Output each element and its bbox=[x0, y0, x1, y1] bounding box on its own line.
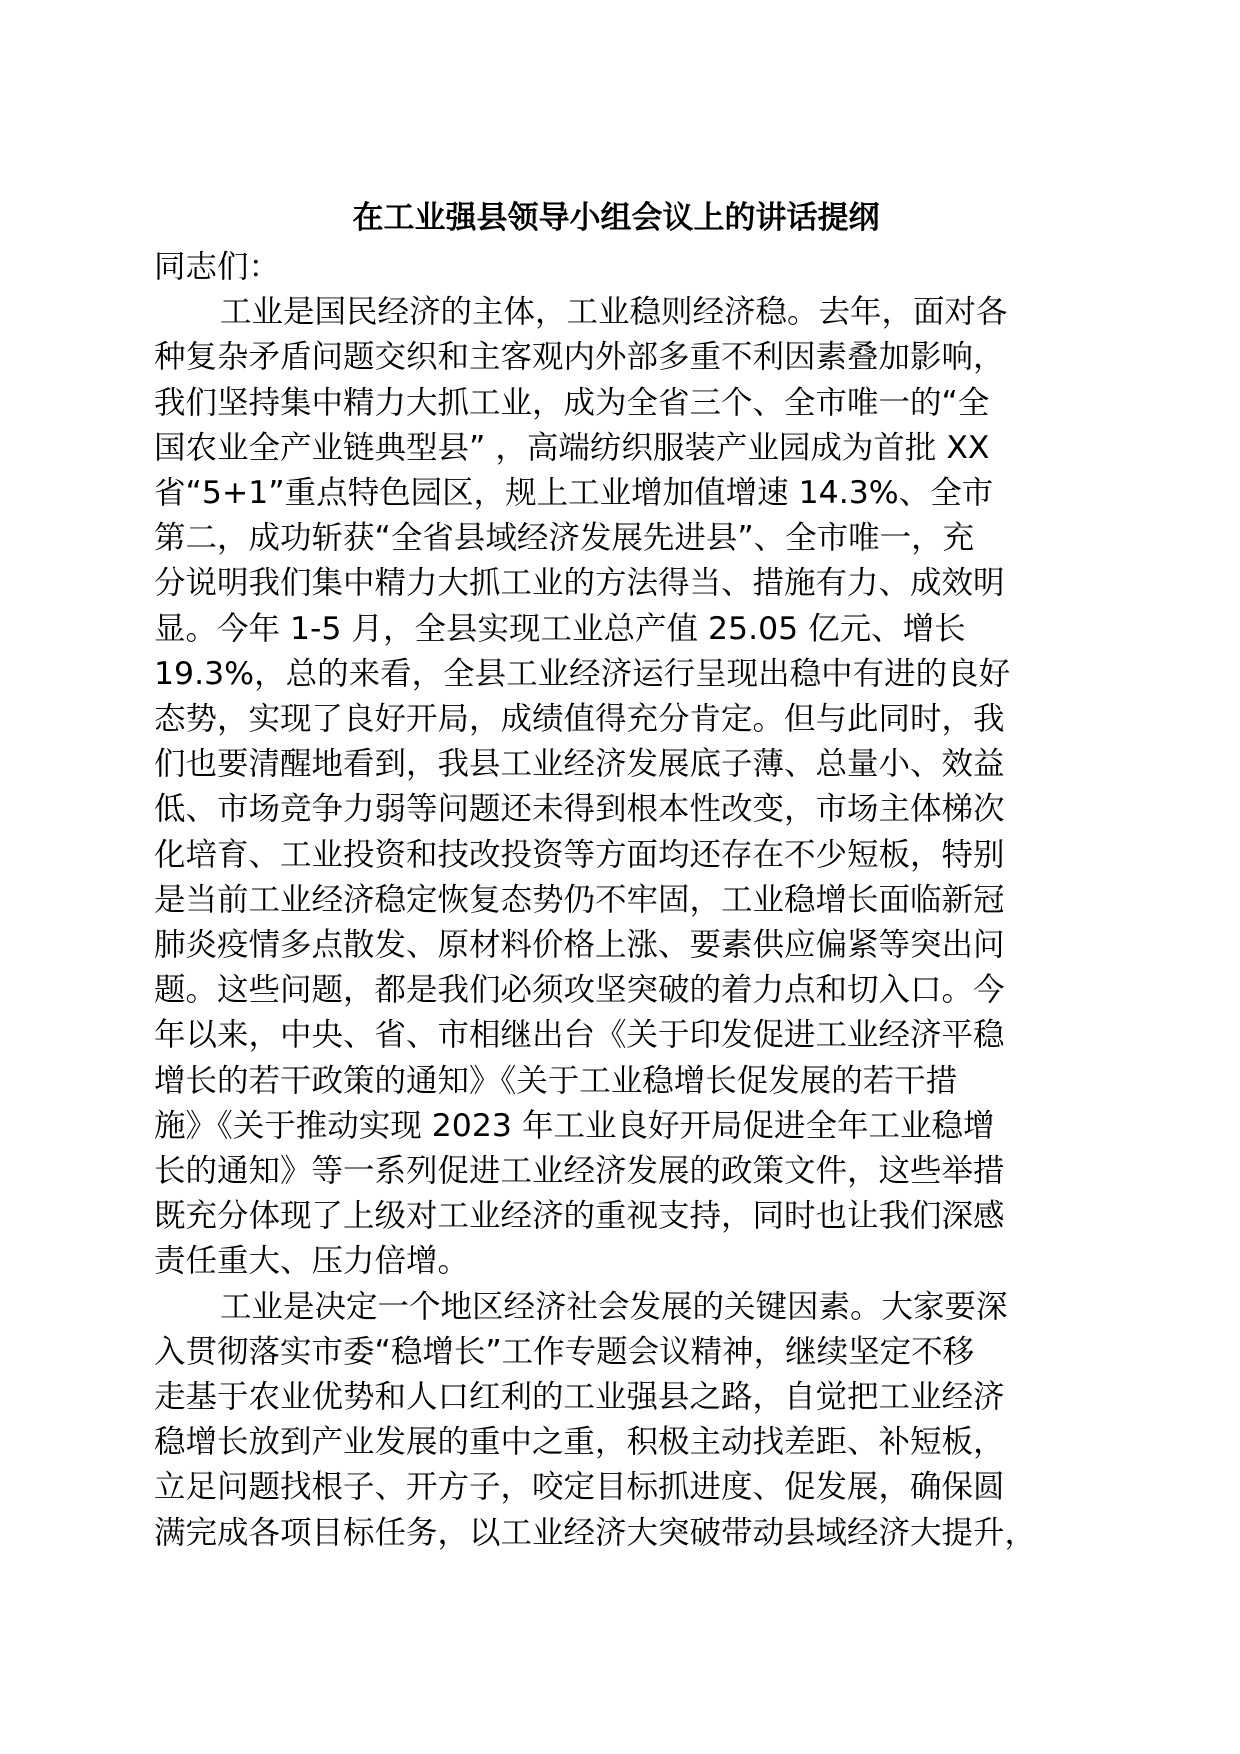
paragraph-line: 走基于农业优势和人口红利的工业强县之路，自觉把工业经济 bbox=[154, 1379, 1005, 1416]
paragraph-line: 工业是决定一个地区经济社会发展的关键因素。大家要深 bbox=[220, 1288, 1008, 1325]
paragraph-line: 施》《关于推动实现 2023 年工业良好开局促进全年工业稳增 bbox=[154, 1107, 995, 1144]
paragraph-line: 既充分体现了上级对工业经济的重视支持，同时也让我们深感 bbox=[154, 1198, 1005, 1235]
salutation: 同志们： bbox=[154, 249, 281, 285]
paragraph-1 bbox=[154, 290, 1078, 1284]
paragraph-line: 肺炎疫情多点散发、原材料价格上涨、要素供应偏紧等突出问 bbox=[154, 927, 1005, 964]
paragraph-line: 是当前工业经济稳定恢复态势仍不牢固，工业稳增长面临新冠 bbox=[154, 881, 1005, 918]
paragraph-line: 增长的若干政策的通知》《关于工业稳增长促发展的若干措 bbox=[154, 1062, 958, 1099]
document-title: 在工业强县领导小组会议上的讲话提纲 bbox=[352, 200, 880, 236]
paragraph-line: 我们坚持集中精力大抓工业，成为全省三个、全市唯一的“全 bbox=[154, 384, 990, 421]
document-body bbox=[154, 245, 1078, 1556]
paragraph-line: 分说明我们集中精力大抓工业的方法得当、措施有力、成效明 bbox=[154, 565, 1005, 602]
paragraph-line: 化培育、工业投资和技改投资等方面均还存在不少短板，特别 bbox=[154, 836, 1005, 873]
paragraph-line: 们也要清醒地看到，我县工业经济发展底子薄、总量小、效益 bbox=[154, 746, 1005, 783]
paragraph-line: 19.3%，总的来看，全县工业经济运行呈现出稳中有进的良好 bbox=[154, 655, 1011, 692]
paragraph-line: 态势，实现了良好开局，成绩值得充分肯定。但与此同时，我 bbox=[154, 701, 1005, 738]
paragraph-line: 立足问题找根子、开方子，咬定目标抓进度、促发展，确保圆 bbox=[154, 1469, 1005, 1506]
paragraph-line: 工业是国民经济的主体，工业稳则经济稳。去年，面对各 bbox=[220, 294, 1008, 331]
paragraph-line: 责任重大、压力倍增。 bbox=[154, 1243, 470, 1280]
paragraph-line: 种复杂矛盾问题交织和主客观内外部多重不利因素叠加影响， bbox=[154, 339, 1005, 376]
paragraph-line: 满完成各项目标任务，以工业经济大突破带动县域经济大提升， bbox=[154, 1514, 1037, 1551]
paragraph-line: 省“5+1”重点特色园区，规上工业增加值增速 14.3%、全市 bbox=[154, 475, 994, 512]
paragraph-line: 入贯彻落实市委“稳增长”工作专题会议精神，继续坚定不移 bbox=[154, 1333, 975, 1370]
paragraph-line: 显。今年 1-5 月，全县实现工业总产值 25.05 亿元、增长 bbox=[154, 610, 966, 647]
paragraph-line: 稳增长放到产业发展的重中之重，积极主动找差距、补短板， bbox=[154, 1424, 1005, 1461]
paragraph-line: 题。这些问题，都是我们必须攻坚突破的着力点和切入口。今 bbox=[154, 972, 1005, 1009]
paragraph-line: 低、市场竞争力弱等问题还未得到根本性改变，市场主体梯次 bbox=[154, 791, 1005, 828]
paragraph-line: 第二，成功斩获“全省县域经济发展先进县”、全市唯一，充 bbox=[154, 520, 975, 557]
paragraph-line: 国农业全产业链典型县” ，高端纺织服装产业园成为首批 XX bbox=[154, 429, 990, 466]
paragraph-2 bbox=[154, 1285, 1078, 1556]
paragraph-line: 年以来，中央、省、市相继出台《关于印发促进工业经济平稳 bbox=[154, 1017, 1005, 1054]
paragraph-line: 长的通知》等一系列促进工业经济发展的政策文件，这些举措 bbox=[154, 1153, 1005, 1190]
